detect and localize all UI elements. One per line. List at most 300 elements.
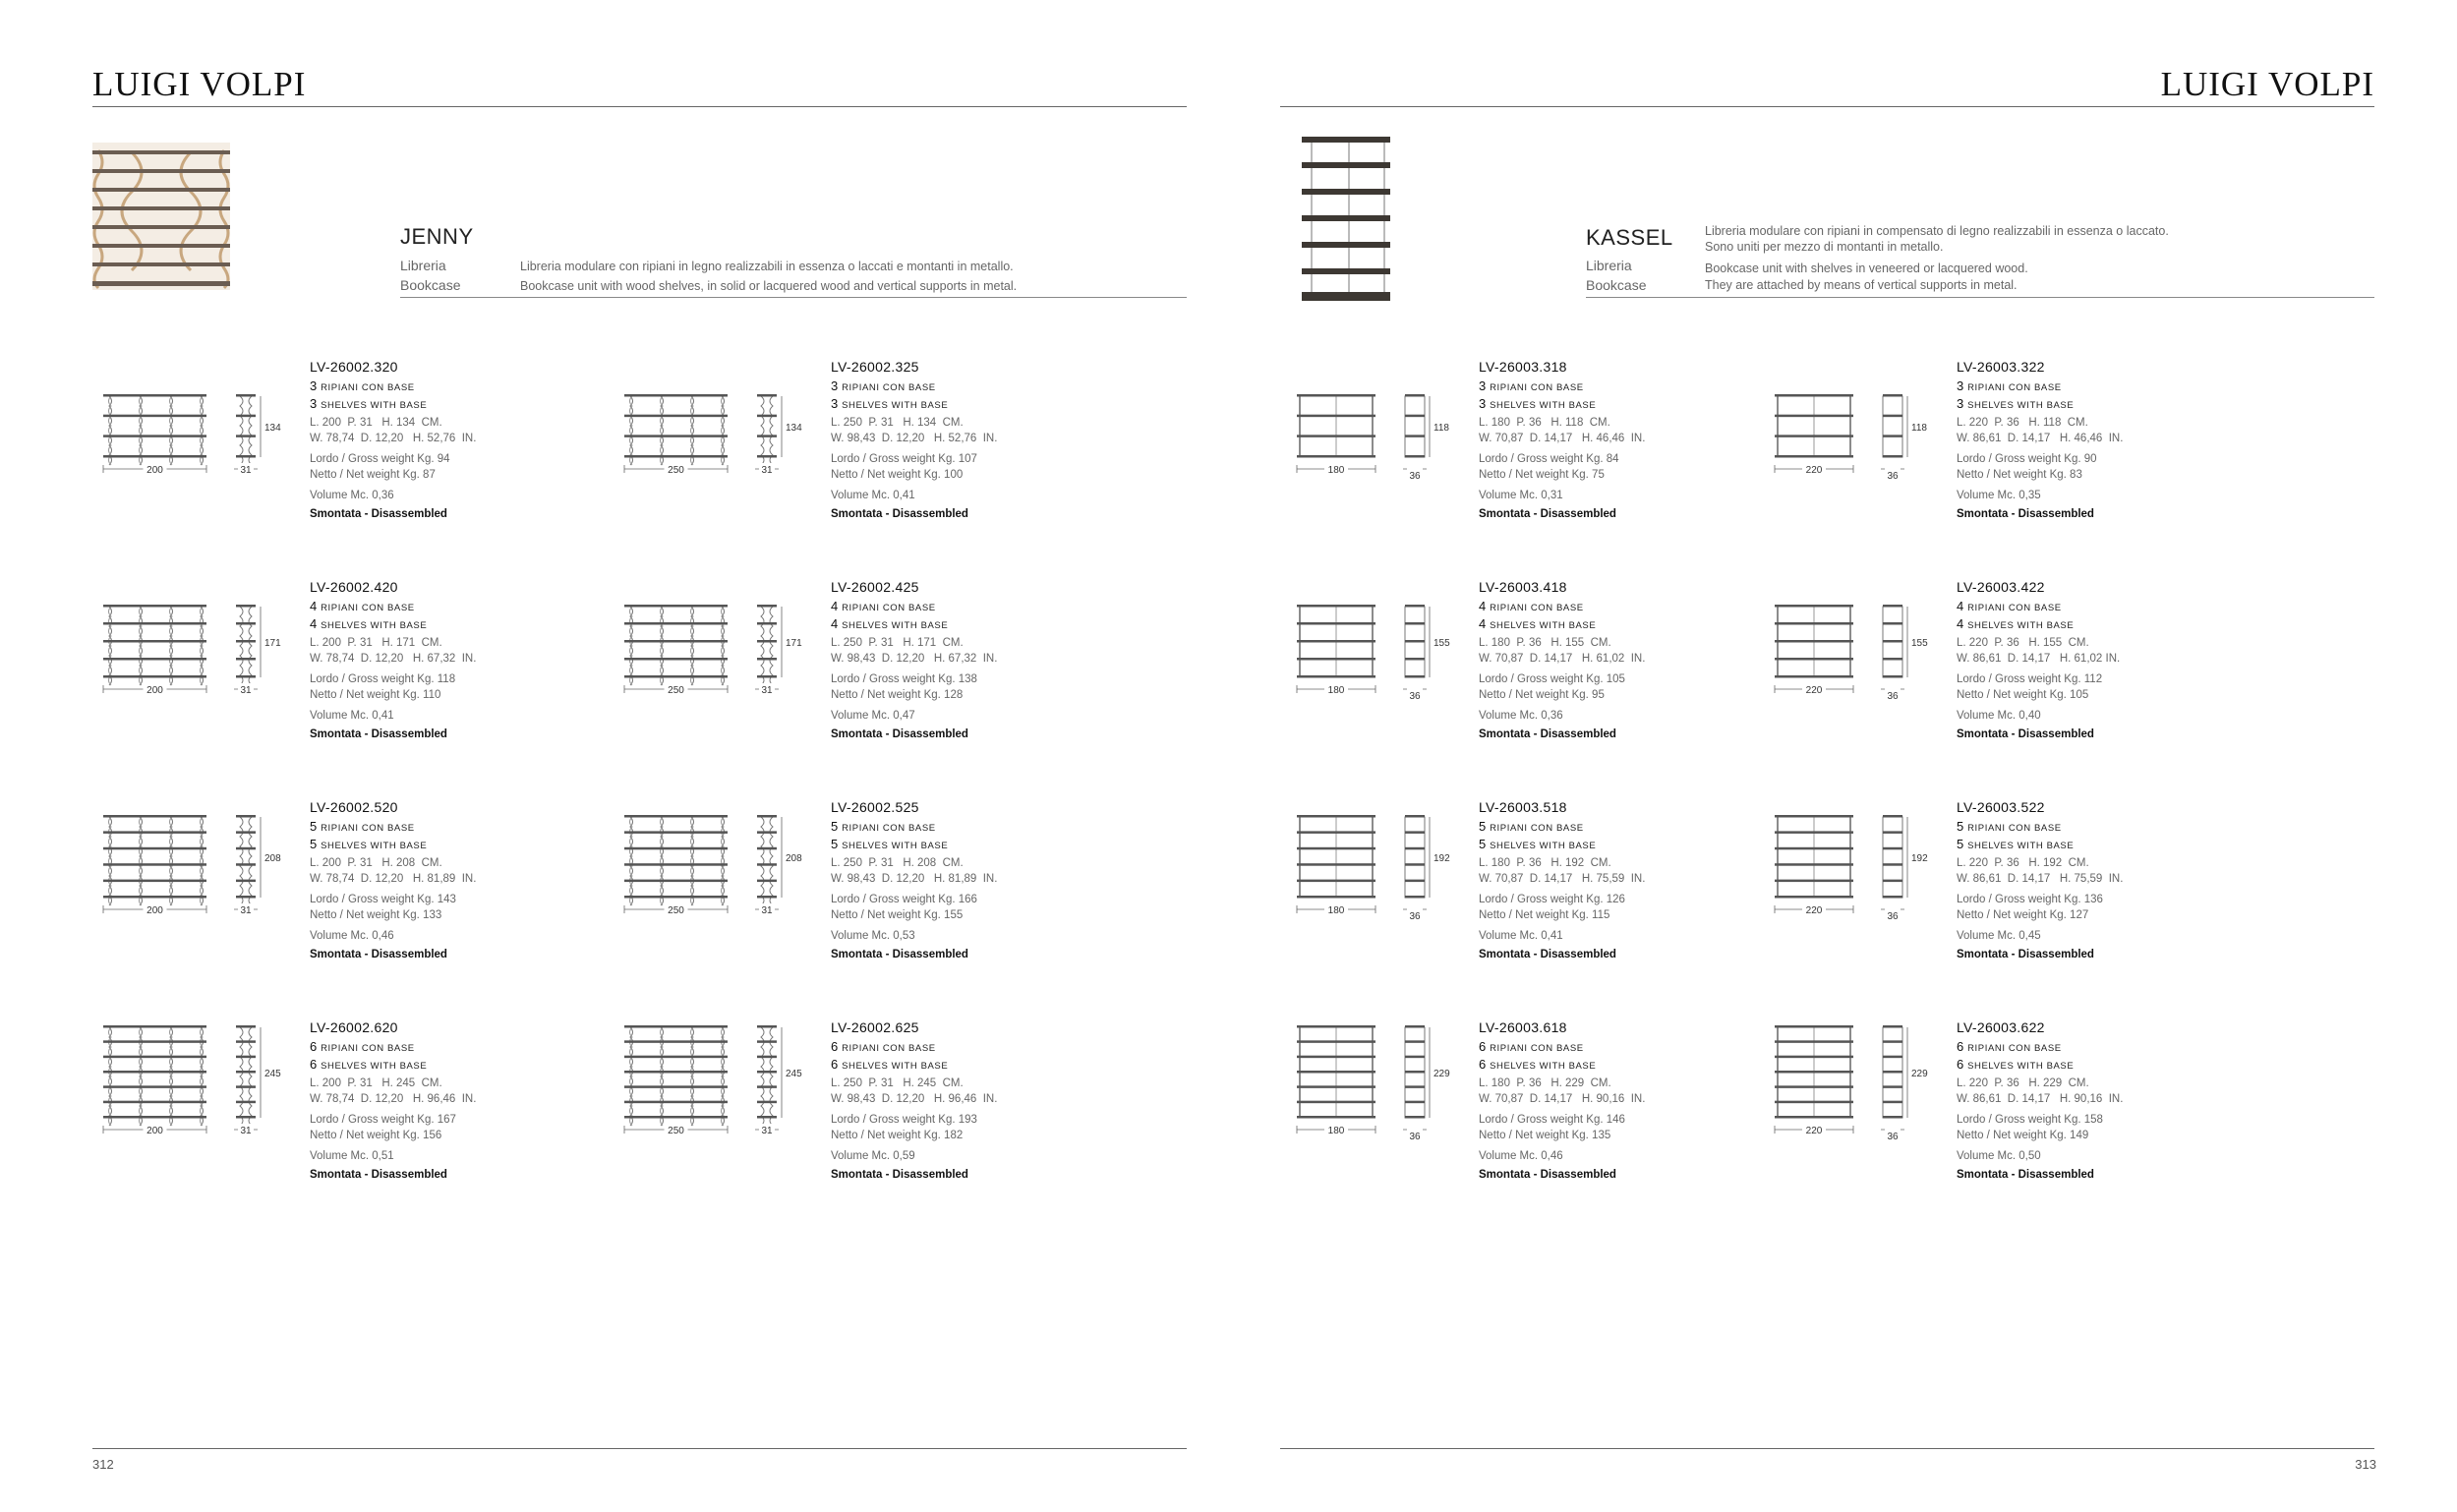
dimensions-in: W. 98,43 D. 12,20 H. 96,46 IN. [831, 1093, 998, 1105]
depth-dimension: 31 [240, 465, 252, 476]
shelf-count: 3 [1479, 396, 1487, 411]
variant-specs [1957, 579, 2120, 743]
variant-specs [310, 359, 476, 523]
dimensions-cm: L. 180 P. 36 H. 118 CM. [1479, 416, 1610, 429]
variant-specs [310, 579, 476, 743]
variant-specs [1957, 799, 2123, 963]
product-code: LV-26003.422 [1957, 579, 2045, 595]
product-description-it: Libreria modulare con ripiani in legno realizzabili in essenza o laccati e montanti in metallo. [520, 260, 1014, 273]
side-view [757, 1025, 777, 1126]
technical-drawing [1770, 359, 1976, 516]
width-dimension: 200 [146, 905, 163, 916]
dimensions-cm: L. 220 P. 36 H. 118 CM. [1957, 416, 2088, 429]
front-view [624, 815, 728, 905]
variant-specs [1957, 359, 2123, 523]
depth-dimension: 31 [761, 905, 773, 916]
height-dimension: 134 [786, 423, 802, 434]
shelves-it [1957, 1039, 2123, 1058]
side-view [757, 815, 777, 905]
assembly-note: Smontata - Disassembled [1479, 508, 1616, 520]
dimensions-in: W. 86,61 D. 14,17 H. 90,16 IN. [1957, 1093, 2124, 1105]
shelf-count: 5 [1479, 818, 1487, 834]
assembly-note: Smontata - Disassembled [1957, 508, 2094, 520]
shelf-count: 4 [831, 616, 839, 631]
height-dimension: 134 [264, 423, 281, 434]
side-view [1883, 394, 1902, 458]
technical-drawing [98, 799, 305, 957]
product-label-it: Libreria [1586, 258, 1632, 273]
volume: Volume Mc. 0,41 [831, 489, 915, 501]
shelf-count: 4 [310, 616, 318, 631]
width-dimension: 180 [1327, 685, 1345, 696]
shelf-label: RIPIANI CON BASE [1967, 602, 2062, 613]
shelf-count: 4 [1957, 598, 1964, 613]
technical-drawing [1292, 579, 1498, 736]
variant-specs [1479, 579, 1645, 743]
dimensions-in: W. 86,61 D. 14,17 H. 61,02 IN. [1957, 653, 2121, 665]
kassel-product-header [1586, 221, 2422, 293]
shelves-en [310, 396, 476, 415]
net-weight: Netto / Net weight Kg. 83 [1957, 469, 2082, 481]
variant-specs [310, 799, 476, 963]
variant-specs [831, 799, 997, 963]
product-code: LV-26003.318 [1479, 359, 1567, 375]
product-description-en-1: Bookcase unit with shelves in veneered or lacquered wood. [1705, 262, 2028, 275]
shelves-it [310, 819, 476, 838]
height-dimension: 192 [1911, 853, 1928, 864]
depth-dimension: 31 [240, 905, 252, 916]
depth-dimension: 36 [1887, 471, 1899, 482]
gross-weight: Lordo / Gross weight Kg. 94 [310, 452, 450, 465]
assembly-note: Smontata - Disassembled [1957, 1169, 2094, 1181]
depth-dimension: 36 [1887, 691, 1899, 702]
side-view [1883, 1025, 1902, 1119]
assembly-note: Smontata - Disassembled [831, 728, 968, 740]
net-weight: Netto / Net weight Kg. 155 [831, 909, 964, 921]
net-weight: Netto / Net weight Kg. 87 [310, 469, 436, 481]
technical-drawing [98, 579, 305, 736]
assembly-note: Smontata - Disassembled [310, 728, 447, 740]
height-dimension: 208 [786, 853, 802, 864]
variant-specs [1479, 1019, 1645, 1184]
technical-drawing [98, 359, 305, 516]
volume: Volume Mc. 0,41 [310, 709, 394, 722]
shelf-label: RIPIANI CON BASE [1490, 381, 1584, 393]
dimensions-in: W. 78,74 D. 12,20 H. 81,89 IN. [310, 873, 477, 885]
gross-weight: Lordo / Gross weight Kg. 166 [831, 893, 977, 905]
product-variant [1292, 359, 1803, 536]
depth-dimension: 36 [1409, 911, 1421, 922]
dimensions-cm: L. 250 P. 31 H. 134 CM. [831, 416, 964, 429]
variant-specs [1957, 1019, 2123, 1184]
shelf-count: 3 [1957, 396, 1964, 411]
product-variant [1770, 799, 2281, 976]
shelf-count: 6 [1957, 1057, 1964, 1072]
shelf-label: RIPIANI CON BASE [842, 381, 936, 393]
side-view [1405, 815, 1425, 899]
width-dimension: 250 [668, 905, 684, 916]
shelf-label: SHELVES WITH BASE [321, 841, 428, 851]
product-code: LV-26002.520 [310, 799, 398, 815]
shelves-en [310, 616, 476, 635]
product-description-it-1: Libreria modulare con ripiani in compensato di legno realizzabili in essenza o laccato. [1705, 224, 2169, 238]
shelf-label: RIPIANI CON BASE [842, 602, 936, 613]
shelves-en [1957, 396, 2123, 415]
product-label-en: Bookcase [1586, 277, 1647, 293]
gross-weight: Lordo / Gross weight Kg. 105 [1479, 672, 1625, 685]
variant-specs [310, 1019, 476, 1184]
product-code: LV-26002.525 [831, 799, 919, 815]
net-weight: Netto / Net weight Kg. 75 [1479, 469, 1605, 481]
dimensions-cm: L. 220 P. 36 H. 192 CM. [1957, 856, 2089, 869]
side-view [1883, 815, 1902, 899]
shelf-count: 5 [1957, 818, 1964, 834]
shelf-label: SHELVES WITH BASE [1490, 841, 1597, 851]
volume: Volume Mc. 0,35 [1957, 489, 2041, 501]
front-view [1775, 1025, 1853, 1119]
dimensions-cm: L. 180 P. 36 H. 155 CM. [1479, 636, 1611, 649]
shelf-count: 3 [1479, 378, 1487, 393]
page-number: 313 [2355, 1457, 2376, 1472]
assembly-note: Smontata - Disassembled [1957, 949, 2094, 960]
side-view [236, 1025, 256, 1126]
depth-dimension: 36 [1409, 691, 1421, 702]
height-dimension: 155 [1911, 638, 1928, 649]
shelves-en [1957, 616, 2120, 635]
product-variant [619, 359, 1131, 536]
technical-drawing [1292, 1019, 1498, 1177]
brand-logo: LUIGI VOLPI [2160, 65, 2374, 103]
product-variant [1770, 359, 2281, 536]
shelf-count: 4 [831, 598, 839, 613]
gross-weight: Lordo / Gross weight Kg. 90 [1957, 452, 2097, 465]
depth-dimension: 36 [1409, 1132, 1421, 1142]
shelves-en [1479, 396, 1645, 415]
dimensions-in: W. 78,74 D. 12,20 H. 52,76 IN. [310, 433, 477, 444]
width-dimension: 250 [668, 465, 684, 476]
shelves-it [310, 599, 476, 617]
volume: Volume Mc. 0,59 [831, 1149, 915, 1162]
width-dimension: 200 [146, 465, 163, 476]
technical-drawing [619, 1019, 826, 1177]
shelves-it [1957, 819, 2123, 838]
shelves-it [831, 819, 997, 838]
dimensions-cm: L. 200 P. 31 H. 134 CM. [310, 416, 442, 429]
shelf-label: RIPIANI CON BASE [321, 602, 415, 613]
height-dimension: 118 [1433, 423, 1449, 434]
gross-weight: Lordo / Gross weight Kg. 158 [1957, 1113, 2103, 1126]
product-label-it: Libreria [400, 258, 446, 273]
shelf-label: RIPIANI CON BASE [321, 1042, 415, 1054]
volume: Volume Mc. 0,45 [1957, 929, 2041, 942]
height-dimension: 171 [786, 638, 802, 649]
side-view [1405, 605, 1425, 678]
shelves-en [831, 396, 997, 415]
dimensions-cm: L. 250 P. 31 H. 171 CM. [831, 636, 964, 649]
technical-drawing [1770, 799, 1976, 957]
product-code: LV-26002.325 [831, 359, 919, 375]
product-label-en: Bookcase [400, 277, 461, 293]
dimensions-cm: L. 180 P. 36 H. 192 CM. [1479, 856, 1611, 869]
shelf-label: RIPIANI CON BASE [1967, 381, 2062, 393]
technical-drawing [1292, 359, 1498, 516]
technical-drawing [619, 579, 826, 736]
depth-dimension: 31 [240, 685, 252, 696]
shelf-label: RIPIANI CON BASE [1490, 822, 1584, 834]
shelf-label: RIPIANI CON BASE [1967, 1042, 2062, 1054]
shelf-label: SHELVES WITH BASE [1490, 400, 1597, 411]
gross-weight: Lordo / Gross weight Kg. 167 [310, 1113, 456, 1126]
dimensions-in: W. 78,74 D. 12,20 H. 67,32 IN. [310, 653, 477, 665]
shelves-en [831, 616, 997, 635]
volume: Volume Mc. 0,36 [1479, 709, 1563, 722]
assembly-note: Smontata - Disassembled [310, 1169, 447, 1181]
shelf-label: SHELVES WITH BASE [842, 620, 949, 631]
depth-dimension: 36 [1887, 911, 1899, 922]
product-variant [1292, 1019, 1803, 1196]
depth-dimension: 36 [1409, 471, 1421, 482]
gross-weight: Lordo / Gross weight Kg. 136 [1957, 893, 2103, 905]
depth-dimension: 31 [240, 1126, 252, 1136]
product-code: LV-26002.625 [831, 1019, 919, 1035]
shelf-count: 5 [310, 818, 318, 834]
shelves-en [310, 837, 476, 855]
volume: Volume Mc. 0,50 [1957, 1149, 2041, 1162]
shelf-label: RIPIANI CON BASE [321, 381, 415, 393]
product-rule [400, 297, 1187, 298]
variant-specs [831, 359, 997, 523]
left-page [0, 0, 1228, 1512]
side-view [757, 394, 777, 465]
shelves-it [1479, 599, 1645, 617]
product-code: LV-26003.322 [1957, 359, 2045, 375]
front-view [103, 394, 206, 465]
product-code: LV-26003.622 [1957, 1019, 2045, 1035]
height-dimension: 229 [1911, 1069, 1928, 1079]
depth-dimension: 36 [1887, 1132, 1899, 1142]
shelves-en [310, 1057, 476, 1076]
shelf-count: 6 [831, 1038, 839, 1054]
shelves-en [1479, 1057, 1645, 1076]
shelf-label: SHELVES WITH BASE [1490, 620, 1597, 631]
shelf-label: SHELVES WITH BASE [842, 1061, 949, 1072]
dimensions-cm: L. 180 P. 36 H. 229 CM. [1479, 1076, 1611, 1089]
product-variant [619, 579, 1131, 756]
shelves-en [1957, 1057, 2123, 1076]
front-view [103, 815, 206, 905]
shelves-it [831, 1039, 997, 1058]
technical-drawing [98, 1019, 305, 1177]
shelf-label: SHELVES WITH BASE [1967, 620, 2075, 631]
shelf-count: 6 [1479, 1057, 1487, 1072]
dimensions-cm: L. 200 P. 31 H. 245 CM. [310, 1076, 442, 1089]
assembly-note: Smontata - Disassembled [1479, 1169, 1616, 1181]
dimensions-cm: L. 220 P. 36 H. 155 CM. [1957, 636, 2089, 649]
shelf-label: RIPIANI CON BASE [1490, 1042, 1584, 1054]
volume: Volume Mc. 0,40 [1957, 709, 2041, 722]
product-code: LV-26003.518 [1479, 799, 1567, 815]
dimensions-in: W. 70,87 D. 14,17 H. 46,46 IN. [1479, 433, 1646, 444]
shelf-label: SHELVES WITH BASE [1967, 1061, 2075, 1072]
dimensions-cm: L. 220 P. 36 H. 229 CM. [1957, 1076, 2089, 1089]
side-view [236, 394, 256, 465]
shelves-it [1479, 378, 1645, 397]
volume: Volume Mc. 0,47 [831, 709, 915, 722]
width-dimension: 250 [668, 1126, 684, 1136]
gross-weight: Lordo / Gross weight Kg. 118 [310, 672, 456, 685]
footer-rule [1280, 1448, 2374, 1449]
shelves-it [1957, 378, 2123, 397]
width-dimension: 220 [1805, 1126, 1823, 1136]
shelf-label: SHELVES WITH BASE [842, 400, 949, 411]
variant-specs [831, 579, 997, 743]
shelf-count: 6 [1479, 1038, 1487, 1054]
gross-weight: Lordo / Gross weight Kg. 193 [831, 1113, 977, 1126]
shelf-count: 5 [831, 837, 839, 851]
product-code: LV-26002.425 [831, 579, 919, 595]
shelf-label: RIPIANI CON BASE [1967, 822, 2062, 834]
net-weight: Netto / Net weight Kg. 135 [1479, 1130, 1611, 1141]
shelves-en [1957, 837, 2123, 855]
volume: Volume Mc. 0,36 [310, 489, 394, 501]
jenny-product-photo [92, 143, 230, 290]
front-view [1297, 605, 1375, 678]
width-dimension: 200 [146, 685, 163, 696]
page-number: 312 [92, 1457, 114, 1472]
shelf-count: 6 [310, 1057, 318, 1072]
shelf-count: 4 [1479, 616, 1487, 631]
dimensions-in: W. 70,87 D. 14,17 H. 90,16 IN. [1479, 1093, 1646, 1105]
shelf-label: RIPIANI CON BASE [321, 822, 415, 834]
height-dimension: 245 [264, 1069, 281, 1079]
shelf-label: SHELVES WITH BASE [1967, 841, 2075, 851]
product-rule [1586, 297, 2374, 298]
shelf-count: 4 [1957, 616, 1964, 631]
volume: Volume Mc. 0,31 [1479, 489, 1563, 501]
net-weight: Netto / Net weight Kg. 156 [310, 1130, 442, 1141]
height-dimension: 118 [1911, 423, 1927, 434]
dimensions-in: W. 86,61 D. 14,17 H. 46,46 IN. [1957, 433, 2124, 444]
height-dimension: 155 [1433, 638, 1450, 649]
volume: Volume Mc. 0,51 [310, 1149, 394, 1162]
assembly-note: Smontata - Disassembled [310, 949, 447, 960]
depth-dimension: 31 [761, 1126, 773, 1136]
assembly-note: Smontata - Disassembled [310, 508, 447, 520]
net-weight: Netto / Net weight Kg. 105 [1957, 689, 2089, 701]
shelf-label: SHELVES WITH BASE [1967, 400, 2075, 411]
dimensions-cm: L. 250 P. 31 H. 245 CM. [831, 1076, 964, 1089]
height-dimension: 245 [786, 1069, 802, 1079]
width-dimension: 250 [668, 685, 684, 696]
net-weight: Netto / Net weight Kg. 100 [831, 469, 964, 481]
dimensions-in: W. 70,87 D. 14,17 H. 75,59 IN. [1479, 873, 1646, 885]
side-view [1405, 394, 1425, 458]
volume: Volume Mc. 0,46 [1479, 1149, 1563, 1162]
shelves-en [1479, 616, 1645, 635]
header-rule [92, 106, 1187, 107]
shelf-count: 3 [310, 396, 318, 411]
depth-dimension: 31 [761, 685, 773, 696]
shelf-count: 6 [831, 1057, 839, 1072]
shelf-label: RIPIANI CON BASE [1490, 602, 1584, 613]
dimensions-cm: L. 200 P. 31 H. 171 CM. [310, 636, 442, 649]
right-page [1229, 0, 2457, 1512]
product-variant [1770, 1019, 2281, 1196]
side-view [1883, 605, 1902, 678]
gross-weight: Lordo / Gross weight Kg. 146 [1479, 1113, 1625, 1126]
assembly-note: Smontata - Disassembled [1957, 728, 2094, 740]
shelf-count: 5 [1957, 837, 1964, 851]
variant-specs [831, 1019, 997, 1184]
net-weight: Netto / Net weight Kg. 182 [831, 1130, 964, 1141]
shelves-it [1957, 599, 2120, 617]
product-variant [619, 799, 1131, 976]
depth-dimension: 31 [761, 465, 773, 476]
dimensions-in: W. 70,87 D. 14,17 H. 61,02 IN. [1479, 653, 1646, 665]
height-dimension: 192 [1433, 853, 1450, 864]
width-dimension: 180 [1327, 905, 1345, 916]
product-name: JENNY [400, 224, 474, 249]
shelves-it [1479, 1039, 1645, 1058]
front-view [1775, 605, 1853, 678]
net-weight: Netto / Net weight Kg. 95 [1479, 689, 1605, 701]
shelf-count: 3 [831, 396, 839, 411]
dimensions-in: W. 86,61 D. 14,17 H. 75,59 IN. [1957, 873, 2124, 885]
product-variant [98, 1019, 610, 1196]
product-name: KASSEL [1586, 225, 1673, 250]
product-code: LV-26002.420 [310, 579, 398, 595]
product-variant [98, 799, 610, 976]
dimensions-cm: L. 200 P. 31 H. 208 CM. [310, 856, 442, 869]
shelves-it [1479, 819, 1645, 838]
kassel-product-photo [1298, 133, 1396, 305]
shelves-en [1479, 837, 1645, 855]
side-view [1405, 1025, 1425, 1119]
volume: Volume Mc. 0,41 [1479, 929, 1563, 942]
shelves-it [310, 378, 476, 397]
shelf-label: SHELVES WITH BASE [321, 400, 428, 411]
dimensions-cm: L. 250 P. 31 H. 208 CM. [831, 856, 964, 869]
width-dimension: 200 [146, 1126, 163, 1136]
gross-weight: Lordo / Gross weight Kg. 143 [310, 893, 456, 905]
net-weight: Netto / Net weight Kg. 110 [310, 689, 441, 701]
dimensions-in: W. 98,43 D. 12,20 H. 81,89 IN. [831, 873, 998, 885]
shelf-count: 6 [1957, 1038, 1964, 1054]
gross-weight: Lordo / Gross weight Kg. 84 [1479, 452, 1619, 465]
shelf-label: SHELVES WITH BASE [1490, 1061, 1597, 1072]
shelves-it [310, 1039, 476, 1058]
front-view [1297, 815, 1375, 899]
technical-drawing [1770, 1019, 1976, 1177]
width-dimension: 220 [1805, 685, 1823, 696]
volume: Volume Mc. 0,53 [831, 929, 915, 942]
technical-drawing [619, 799, 826, 957]
side-view [757, 605, 777, 685]
product-variant [619, 1019, 1131, 1196]
shelves-it [831, 378, 997, 397]
shelf-count: 6 [310, 1038, 318, 1054]
front-view [1775, 815, 1853, 899]
front-view [624, 605, 728, 685]
net-weight: Netto / Net weight Kg. 115 [1479, 909, 1610, 921]
shelf-count: 3 [1957, 378, 1964, 393]
gross-weight: Lordo / Gross weight Kg. 112 [1957, 672, 2103, 685]
height-dimension: 171 [264, 638, 281, 649]
product-description-en-2: They are attached by means of vertical supports in metal. [1705, 278, 2018, 292]
product-variant [1292, 799, 1803, 976]
assembly-note: Smontata - Disassembled [831, 949, 968, 960]
dimensions-in: W. 98,43 D. 12,20 H. 52,76 IN. [831, 433, 998, 444]
